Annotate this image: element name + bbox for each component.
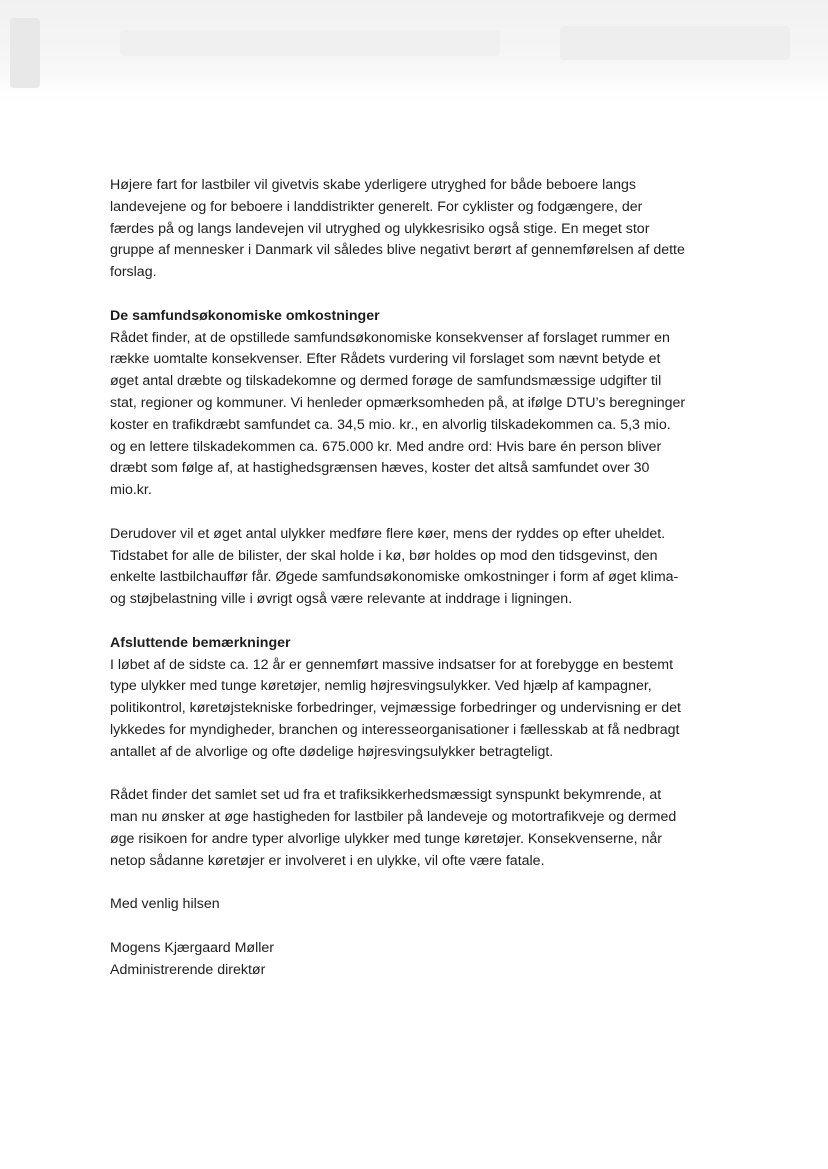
letter-body — [110, 175, 690, 1003]
paragraph-queues-costs: Derudover vil et øget antal ulykker medføre flere køer, mens der ryddes op efter uheldet. Tidstabet for alle de bilister, der skal holde i kø, bør holdes op mod den tidsgevinst, den enkelte lastbilchauffør får. Øgede samfundsøkonomiske omkostninger i form af øget klima- og støjbelastning ville i øvrigt også være relevante at inddrage i ligningen. — [110, 525, 679, 608]
paragraph-right-turn-accidents: I løbet af de sidste ca. 12 år er gennemført massive indsatser for at forebygge en bestemt type ulykker med tunge køretøjer, nemlig højresvingsulykker. Ved hjælp af kampagner, politikontrol, køretøjstekniske forbedringer, vejmæssige forbedringer og undervisning er det lykkedes for myndigheder, branchen og interesseorganisationer i fællesskab at få nedbragt antallet af de alvorlige og ofte dødelige højresvingsulykker betragteligt. — [110, 656, 681, 760]
section-heading: Afsluttende bemærkninger — [110, 634, 291, 651]
scan-artifact — [10, 18, 40, 88]
section-heading: De samfundsøkonomiske omkostninger — [110, 307, 380, 324]
signatory-title: Administrerende direktør — [110, 961, 266, 978]
scan-artifact — [120, 30, 500, 56]
paragraph-conclusion: Rådet finder det samlet set ud fra et trafiksikkerhedsmæssigt synspunkt bekymrende, at man nu ønsker at øge hastigheden for lastbiler på landeveje og motortrafikveje og dermed øge risikoen for andre typer alvorlige ulykker med tunge køretøjer. Konsekvenserne, når netop sådanne køretøjer er involveret i en ulykke, vil ofte være fatale. — [110, 787, 677, 869]
scan-artifact — [560, 26, 790, 60]
section-closing-remarks — [110, 633, 690, 764]
signature-block — [110, 938, 690, 982]
paragraph-speed-insecurity: Højere fart for lastbiler vil givetvis skabe yderligere utryghed for både beboere langs landevejene og for beboere i landdistrikter generelt. For cyklister og fodgængere, der færdes på og langs landevejen vil utryghed og ulykkesrisiko også stige. En meget stor gruppe af mennesker i Danmark vil således blive negativt berørt af gennemførelsen af dette forslag. — [110, 177, 685, 281]
section-economic-costs — [110, 306, 690, 502]
paragraph-economic-costs: Rådet finder, at de opstillede samfundsøkonomiske konsekvenser af forslaget rummer en række uomtalte konsekvenser. Efter Rådets vurdering vil forslaget som nævnt betyde et øget antal dræbte og tilskadekomne og dermed forøge de samfundsmæssige udgifter til stat, regioner og kommuner. Vi henleder opmærksomheden på, at ifølge DTU’s beregninger koster en trafikdræbt samfundet ca. 34,5 mio. kr., en alvorlig tilskadekommen ca. 5,3 mio. og en lettere tilskadekommen ca. 675.000 kr. Med andre ord: Hvis bare én person bliver dræbt som følge af, at hastighedsgrænsen hæves, koster det altså samfundet over 30 mio.kr. — [110, 329, 686, 499]
signatory-name: Mogens Kjærgaard Møller — [110, 939, 275, 956]
closing-greeting: Med venlig hilsen — [110, 896, 220, 913]
